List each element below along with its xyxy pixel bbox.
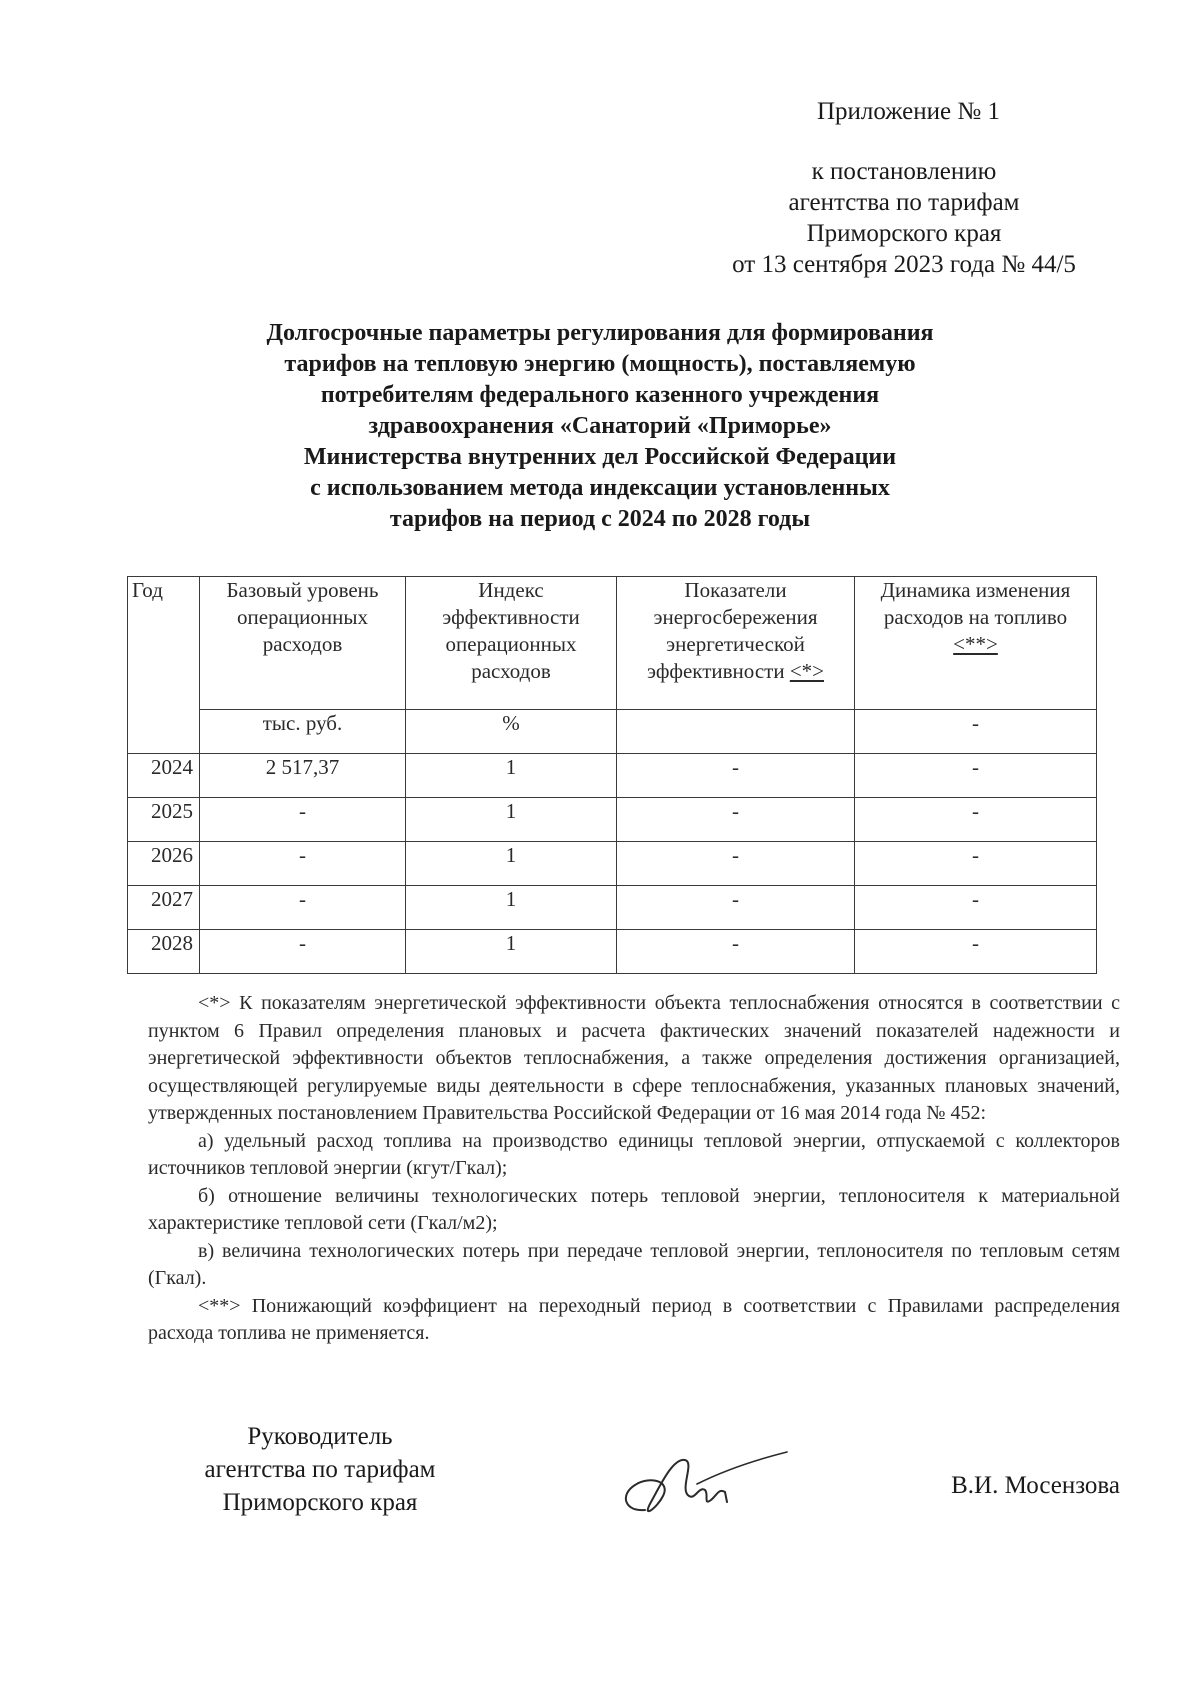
unit-fuel-dynamics: -: [855, 710, 1097, 754]
footnote-ref-link[interactable]: <*>: [789, 659, 824, 683]
footnote-item-c: в) величина технологических потерь при передаче тепловой энергии, теплоносителя по тепловым сетям (Гкал).: [148, 1239, 1120, 1289]
cell-fuel-dynamics: -: [855, 842, 1097, 886]
header-line: энергосбережения: [653, 605, 818, 629]
cell-fuel-dynamics: -: [855, 754, 1097, 798]
header-line: расходов: [471, 659, 551, 683]
header-line: энергетической: [666, 632, 805, 656]
cell-fuel-dynamics: -: [855, 930, 1097, 974]
cell-energy-saving: -: [617, 886, 855, 930]
header-line: Динамика изменения: [880, 578, 1071, 602]
cell-base-level: -: [200, 842, 406, 886]
cell-efficiency-index: 1: [406, 930, 617, 974]
cell-efficiency-index: 1: [406, 886, 617, 930]
footnote-item-b: б) отношение величины технологических потерь тепловой энергии, теплоносителя к материальной характеристике тепловой сети (Гкал/м2);: [148, 1184, 1120, 1234]
table-header-row: [128, 577, 1097, 710]
title-line: Министерства внутренних дел Российской Федерации: [303, 444, 897, 470]
header-line: Показатели: [684, 578, 787, 602]
cell-fuel-dynamics: -: [855, 886, 1097, 930]
table-row: [128, 842, 1097, 886]
cell-energy-saving: -: [617, 754, 855, 798]
unit-base-level: тыс. руб.: [200, 710, 406, 754]
cell-fuel-dynamics: -: [855, 798, 1097, 842]
signer-line: Приморского края: [222, 1489, 418, 1516]
title-line: Долгосрочные параметры регулирования для формирования: [266, 320, 934, 346]
signer-line: Руководитель: [247, 1423, 393, 1450]
title-line: потребителям федерального казенного учреждения: [320, 382, 880, 408]
cell-year: 2027: [128, 886, 200, 930]
header-line: эффективности: [442, 605, 580, 629]
table-row: [128, 798, 1097, 842]
header-line: Базовый уровень: [226, 578, 379, 602]
cell-efficiency-index: 1: [406, 842, 617, 886]
cell-efficiency-index: 1: [406, 754, 617, 798]
title-line: здравоохранения «Санаторий «Приморье»: [368, 413, 832, 439]
cell-base-level: -: [200, 886, 406, 930]
handwritten-signature: [615, 1440, 795, 1530]
cell-year: 2024: [128, 754, 200, 798]
appendix-number: Приложение № 1: [816, 98, 1000, 125]
table-row: [128, 754, 1097, 798]
header-line: расходов на топливо: [883, 605, 1068, 629]
table-row: [128, 886, 1097, 930]
footnote-ref-link[interactable]: <**>: [953, 632, 998, 656]
cell-year: 2025: [128, 798, 200, 842]
header-line: операционных: [237, 605, 368, 629]
document-title: [170, 318, 1030, 535]
header-line: расходов: [262, 632, 343, 656]
header-line: операционных: [445, 632, 577, 656]
resolution-line: к постановлению: [811, 158, 997, 185]
parameters-table: [127, 576, 1097, 974]
signer-position: [170, 1420, 470, 1519]
header-fuel-dynamics: [855, 577, 1097, 710]
resolution-reference: [700, 156, 1108, 280]
cell-energy-saving: -: [617, 842, 855, 886]
header-efficiency-index: [406, 577, 617, 710]
title-line: с использованием метода индексации установленных: [310, 475, 890, 501]
footnote-fuel: <**> Понижающий коэффициент на переходный период в соответствии с Правилами распределения расхода топлива не применяется.: [148, 1294, 1120, 1344]
header-base-level: [200, 577, 406, 710]
cell-base-level: -: [200, 930, 406, 974]
table-units-row: [128, 710, 1097, 754]
cell-efficiency-index: 1: [406, 798, 617, 842]
resolution-line: от 13 сентября 2023 года № 44/5: [732, 251, 1076, 278]
cell-year: 2026: [128, 842, 200, 886]
table-row: [128, 930, 1097, 974]
footnote-item-a: а) удельный расход топлива на производство единицы тепловой энергии, отпускаемой с коллекторов источников тепловой энергии (кгут/Гкал);: [148, 1129, 1120, 1179]
unit-energy-saving: [617, 710, 855, 754]
cell-base-level: 2 517,37: [200, 754, 406, 798]
footnote-energy-efficiency: <*> К показателям энергетической эффективности объекта теплоснабжения относятся в соответствии с пунктом 6 Правил определения плановых и расчета фактических значений показателей надежности и энергетической эффективности объектов теплоснабжения, а также определения достижения организацией, осуществляющей регулируемые виды деятельности в сфере теплоснабжения, указанных плановых значений, утвержденных постановлением Правительства Российской Федерации от 16 мая 2014 года № 452:: [148, 992, 1120, 1124]
signer-line: агентства по тарифам: [204, 1456, 436, 1483]
signature-flourish: [697, 1452, 787, 1484]
header-line: [617, 658, 854, 685]
cell-energy-saving: -: [617, 930, 855, 974]
signer-name: В.И. Мосензова: [951, 1472, 1120, 1499]
resolution-line: Приморского края: [806, 220, 1002, 247]
unit-efficiency-index: %: [406, 710, 617, 754]
signature-stroke: [626, 1460, 727, 1511]
resolution-line: агентства по тарифам: [788, 189, 1020, 216]
header-line-text: эффективности: [647, 659, 785, 683]
header-line: Индекс: [478, 578, 544, 602]
footnotes: [148, 990, 1120, 1348]
header-energy-saving: [617, 577, 855, 710]
cell-year: 2028: [128, 930, 200, 974]
cell-energy-saving: -: [617, 798, 855, 842]
title-line: тарифов на период с 2024 по 2028 годы: [389, 506, 811, 532]
cell-base-level: -: [200, 798, 406, 842]
title-line: тарифов на тепловую энергию (мощность), поставляемую: [284, 351, 916, 377]
header-year: Год: [128, 577, 200, 754]
